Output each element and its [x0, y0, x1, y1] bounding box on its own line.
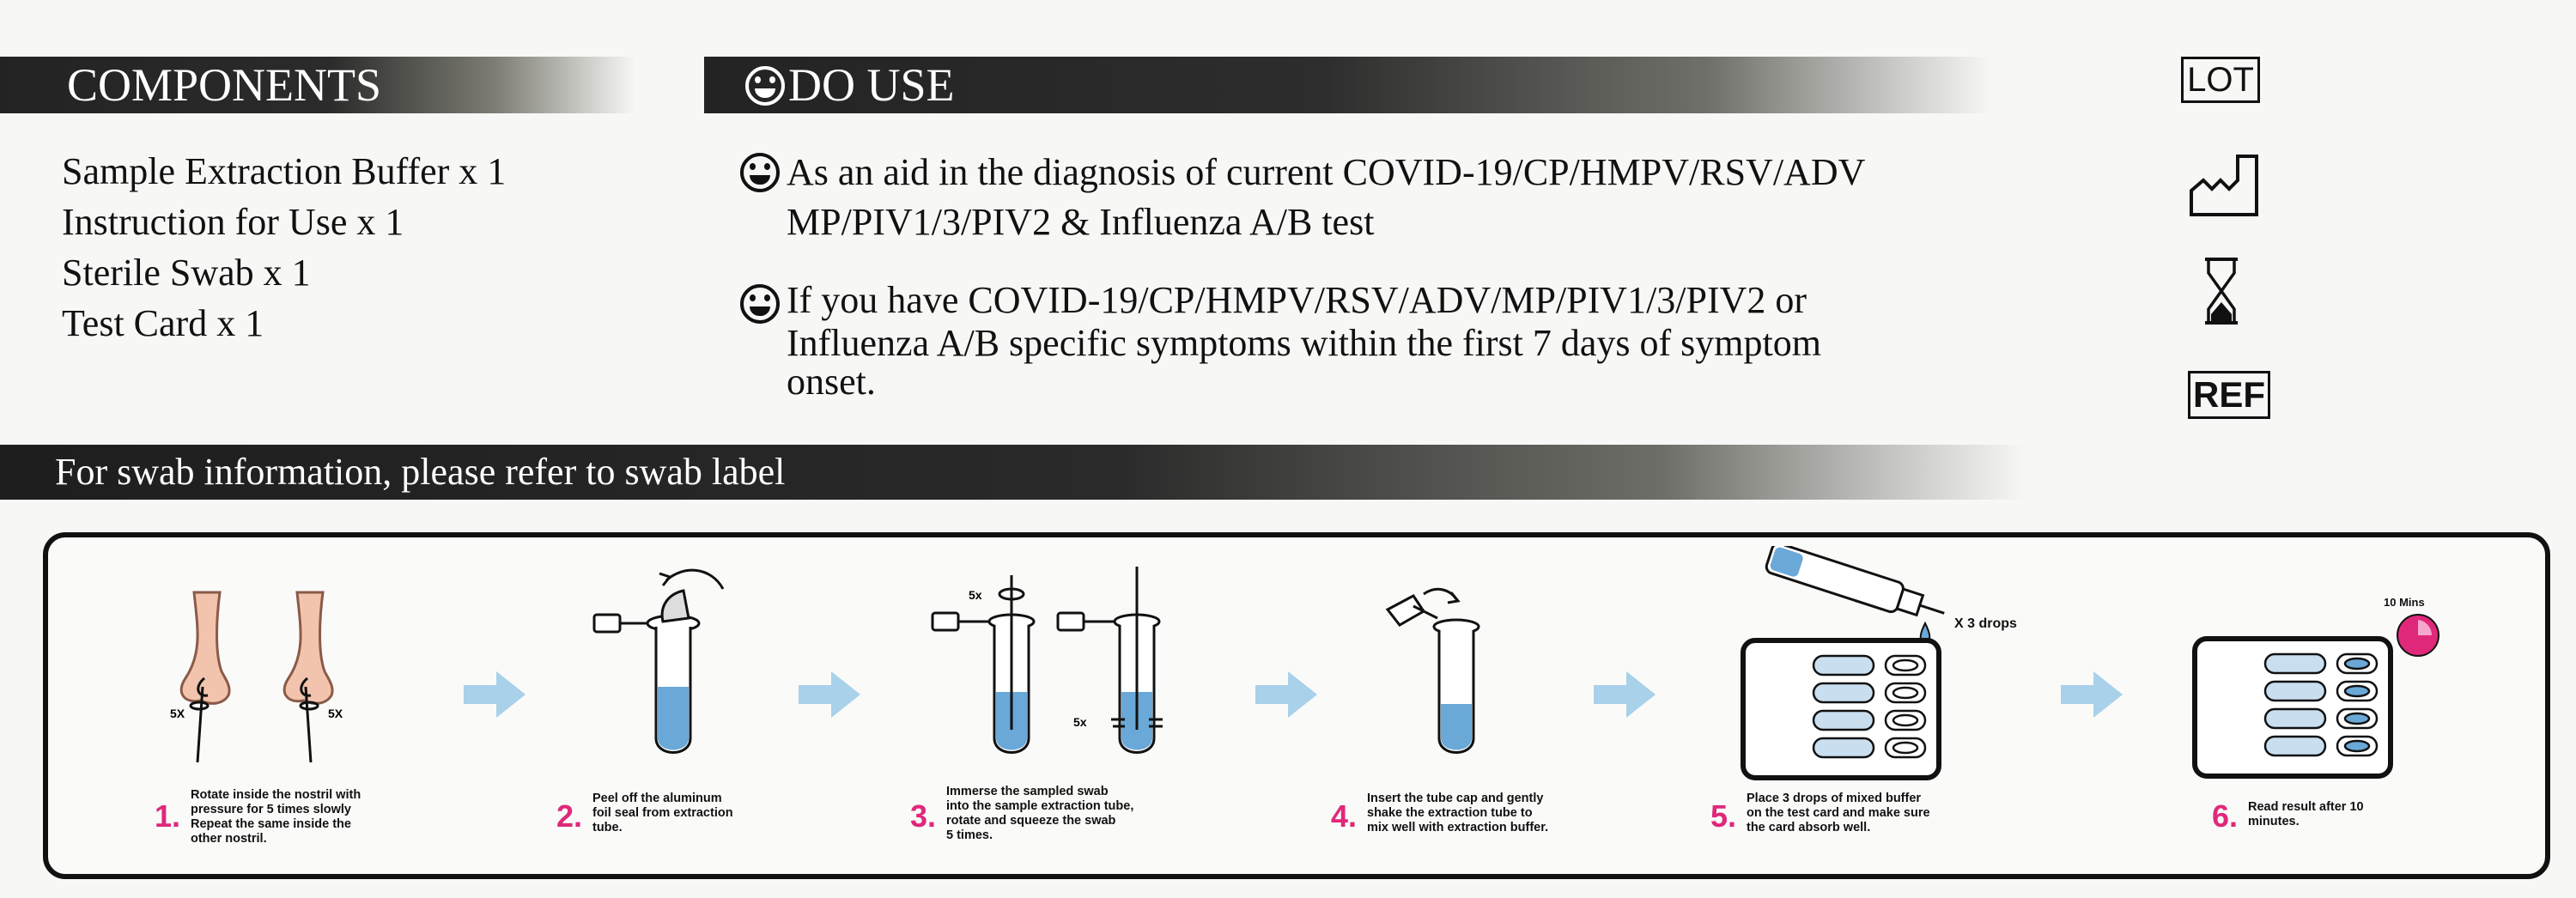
do-use-line: onset. [787, 361, 876, 403]
step-text-line: other nostril. [191, 832, 267, 846]
step-number: 4. [1331, 798, 1358, 834]
timer-label: 10 Mins [2384, 596, 2425, 609]
step-text-line: Read result after 10 [2248, 800, 2364, 814]
step-text-line: on the test card and make sure [1747, 806, 1930, 820]
arrow-right-icon [799, 671, 860, 718]
do-use-header [704, 57, 1992, 113]
step-text-line: pressure for 5 times slowly [191, 803, 351, 816]
step-4-text [1367, 792, 1548, 835]
step-text-line: the card absorb well. [1747, 821, 1871, 834]
rotate-count-left: 5X [170, 707, 185, 720]
do-use-line: MP/PIV1/3/PIV2 & Influenza A/B test [787, 201, 1375, 243]
smiley-icon [745, 66, 785, 106]
step-text-line: Rotate inside the nostril with [191, 788, 361, 802]
rotate-count-right: 5X [328, 707, 343, 720]
swab-info-text: For swab information, please refer to swab label [55, 451, 786, 493]
do-use-title: DO USE [788, 59, 955, 111]
component-item: Sterile Swab x 1 [62, 252, 311, 294]
step-5-text [1747, 792, 1930, 835]
nose-swab-illustration [160, 558, 417, 773]
add-drops-illustration [1735, 546, 2009, 786]
step-number: 6. [2212, 798, 2239, 834]
rotate-count: 5x [969, 588, 982, 602]
arrow-right-icon [1255, 671, 1317, 718]
step-2-text [592, 792, 733, 835]
smiley-icon [740, 153, 780, 192]
step-text-line: shake the extraction tube to [1367, 806, 1533, 820]
step-text-line: Immerse the sampled swab [946, 785, 1109, 798]
timer-icon [2397, 615, 2439, 656]
step-text-line: tube. [592, 821, 623, 834]
do-use-line: As an aid in the diagnosis of current COVID-19/CP/HMPV/RSV/ADV [787, 151, 1866, 193]
components-title: COMPONENTS [67, 59, 382, 111]
arrow-right-icon [464, 671, 526, 718]
component-item: Sample Extraction Buffer x 1 [62, 150, 507, 192]
step-6-text [2248, 800, 2364, 829]
cap-tube-illustration [1374, 558, 1511, 773]
step-text-line: mix well with extraction buffer. [1367, 821, 1549, 834]
arrow-right-icon [1594, 671, 1656, 718]
step-text-line: Insert the tube cap and gently [1367, 792, 1544, 805]
immerse-swab-illustration [915, 558, 1199, 773]
smiley-icon [740, 284, 780, 324]
component-item: Test Card x 1 [62, 302, 264, 344]
step-text-line: Repeat the same inside the [191, 817, 351, 831]
hourglass-icon [2202, 256, 2241, 326]
component-item: Instruction for Use x 1 [62, 201, 404, 243]
step-text-line: Place 3 drops of mixed buffer [1747, 792, 1922, 805]
components-header [0, 57, 635, 113]
squeeze-count: 5x [1073, 715, 1087, 729]
step-text-line: 5 times. [946, 828, 993, 842]
drops-count-label: X 3 drops [1954, 616, 2017, 631]
step-text-line: Peel off the aluminum [592, 792, 722, 805]
ref-symbol: REF [2188, 371, 2270, 419]
do-use-line: Influenza A/B specific symptoms within the first 7 days of symptom [787, 322, 1821, 364]
do-use-item [740, 148, 2011, 247]
components-list [62, 146, 506, 349]
do-use-item [740, 279, 2011, 403]
step-number: 3. [910, 798, 937, 834]
date-of-manufacture-icon [2188, 151, 2262, 218]
lot-symbol: LOT [2181, 57, 2260, 103]
step-text-line: into the sample extraction tube, [946, 799, 1134, 813]
step-number: 1. [155, 798, 181, 834]
step-number: 2. [556, 798, 583, 834]
arrow-right-icon [2061, 671, 2123, 718]
step-text-line: minutes. [2248, 815, 2300, 828]
step-text-line: foil seal from extraction [592, 806, 733, 820]
step-3-text [946, 785, 1133, 843]
step-text-line: rotate and squeeze the swab [946, 814, 1116, 828]
step-1-text [191, 788, 361, 846]
do-use-line: If you have COVID-19/CP/HMPV/RSV/ADV/MP/PIV1/3/PIV2 or [787, 279, 1807, 321]
read-result-illustration [2186, 601, 2452, 790]
step-number: 5. [1710, 798, 1737, 834]
peel-foil-illustration [577, 558, 757, 773]
swab-info-banner [0, 445, 2026, 500]
